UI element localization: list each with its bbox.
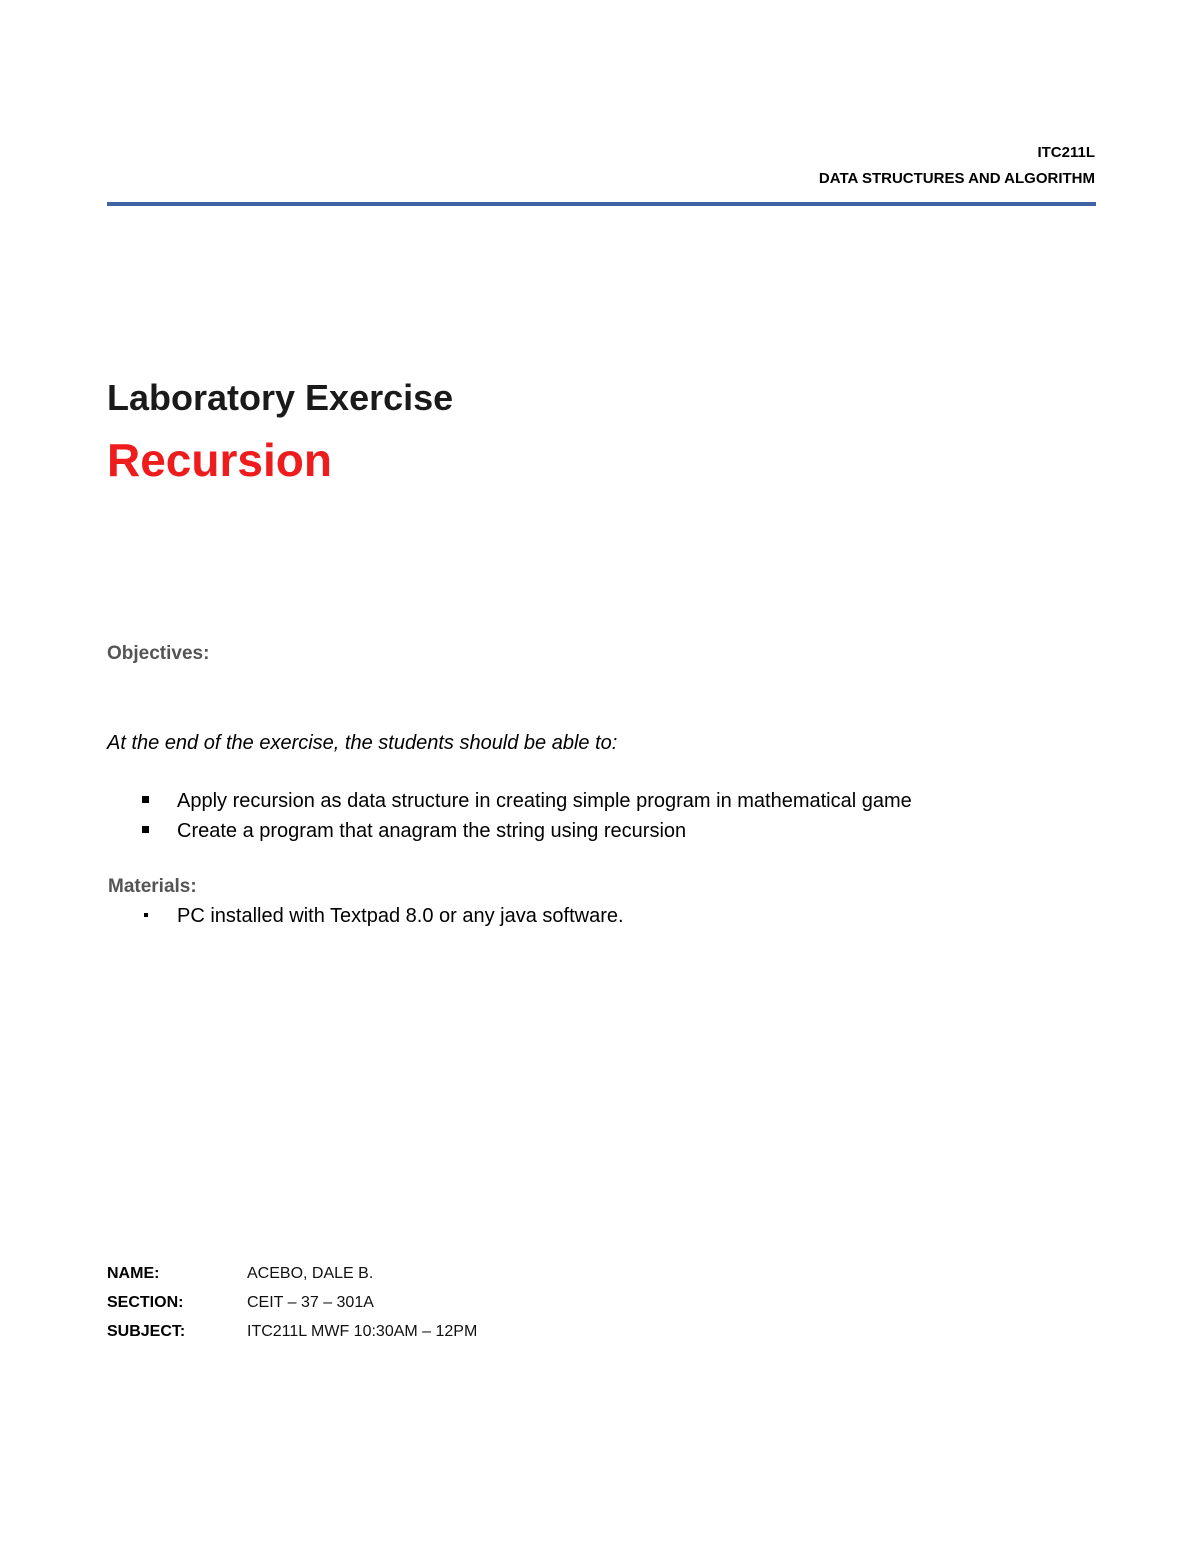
materials-heading: Materials:	[108, 876, 197, 897]
table-row	[107, 1288, 477, 1317]
section-value: CEIT – 37 – 301A	[247, 1293, 374, 1311]
small-square-bullet-icon	[144, 913, 148, 917]
table-row	[107, 1259, 477, 1288]
section-label: SECTION:	[107, 1293, 184, 1311]
material-text: PC installed with Textpad 8.0 or any java software.	[177, 905, 624, 927]
course-name: DATA STRUCTURES AND ALGORITHM	[818, 170, 1095, 187]
objectives-intro: At the end of the exercise, the students should be able to:	[107, 732, 618, 754]
objective-text: Create a program that anagram the string using recursion	[177, 820, 687, 842]
square-bullet-icon	[142, 796, 149, 803]
table-row	[107, 1317, 477, 1346]
list-item	[142, 786, 912, 816]
subject-label: SUBJECT:	[107, 1322, 186, 1340]
objectives-heading: Objectives:	[107, 643, 210, 664]
square-bullet-icon	[142, 826, 149, 833]
objectives-list	[142, 786, 912, 846]
document-title: Recursion	[107, 434, 332, 486]
student-info-table	[107, 1259, 477, 1346]
name-value: ACEBO, DALE B.	[247, 1264, 374, 1282]
materials-list	[142, 901, 624, 931]
list-item	[142, 816, 912, 846]
list-item	[142, 901, 624, 931]
objective-text: Apply recursion as data structure in creating simple program in mathematical game	[177, 790, 912, 812]
name-label: NAME:	[107, 1264, 160, 1282]
subject-value: ITC211L MWF 10:30AM – 12PM	[247, 1322, 478, 1340]
header-divider	[107, 202, 1096, 206]
document-type-heading: Laboratory Exercise	[107, 377, 454, 418]
course-code: ITC211L	[1037, 144, 1095, 161]
